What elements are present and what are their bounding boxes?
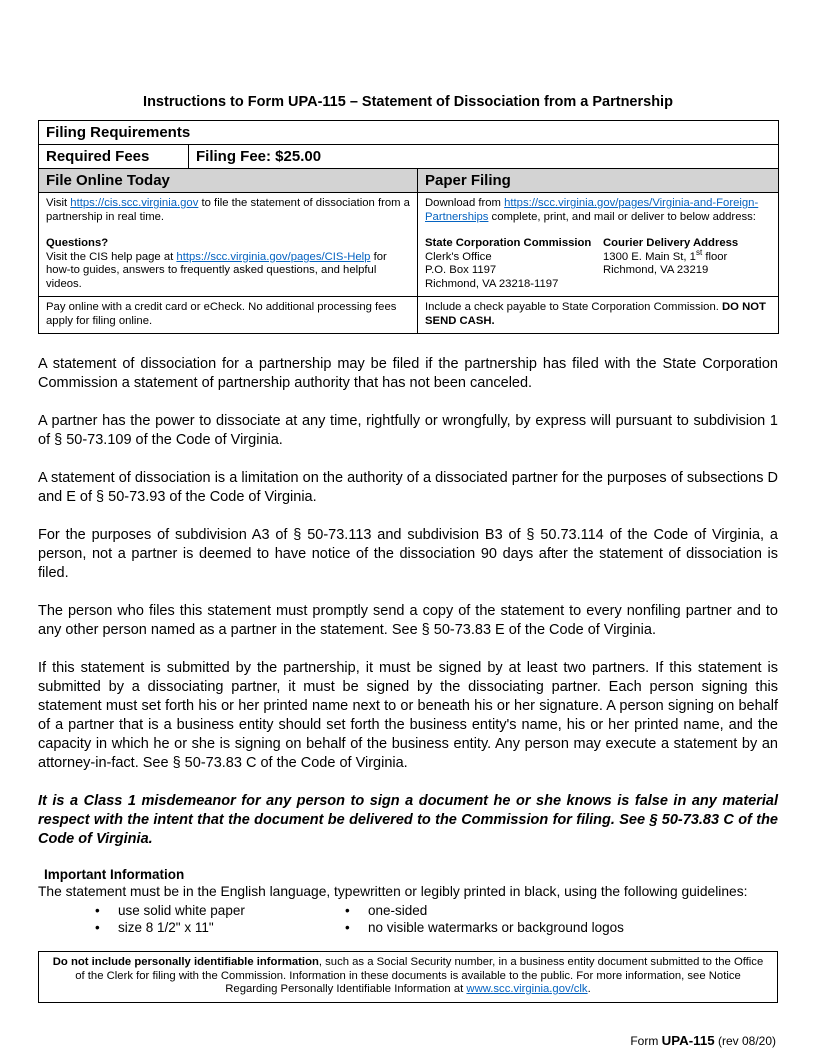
- online-visit-text: Visit: [46, 197, 71, 209]
- table-row: [39, 297, 779, 334]
- list-item: [345, 920, 675, 937]
- mailing-address: [425, 237, 603, 291]
- file-online-header: File Online Today: [39, 169, 418, 193]
- misdemeanor-warning: It is a Class 1 misdemeanor for any person to sign a document he or she knows is false in any material respect with the intent that the document be delivered to the Commission for filing. See § 50-73.83 C of the Code of Virginia.: [38, 793, 778, 847]
- form-revision: (rev 08/20): [714, 1033, 776, 1048]
- bullet-text: use solid white paper: [118, 903, 245, 918]
- guidelines-bullets: [38, 903, 778, 936]
- instruction-body: [38, 355, 778, 849]
- cis-help-link[interactable]: https://scc.virginia.gov/pages/CIS-Help: [176, 250, 371, 263]
- paragraph-notice-90-days: For the purposes of subdivision A3 of § 50-73.113 and subdivision B3 of § 50.73.114 of the Code of Virginia, a person, not a partner is deemed to have notice of the dissociation 90 days after the statement of dissociation is filed.: [38, 527, 778, 581]
- bullet-icon: •: [95, 903, 100, 918]
- form-footer: [38, 1033, 778, 1048]
- pii-notice-text: , such as a Social Security number, in a business entity document submitted to the Office of the Clerk for filing with the Commission. Information in these documents is available to the public. For more information, see Notice Regarding Personally Identifiable Information at: [75, 956, 764, 995]
- filing-fee-value: Filing Fee: $25.00: [189, 145, 779, 169]
- check-note-text: Include a check payable to State Corporation Commission.: [425, 301, 723, 313]
- blank-line: [46, 224, 410, 237]
- courier-street: 1300 E. Main St, 1: [603, 250, 696, 263]
- paragraph-send-copy: The person who files this statement must promptly send a copy of the statement to every nonfiling partner and to any other person named as a partner in the statement. See § 50-73.83 E of the Code of Virginia.: [38, 603, 778, 638]
- mailing-address-line: Clerk's Office: [425, 250, 492, 263]
- courier-address-line: Richmond, VA 23219: [603, 264, 709, 276]
- clk-link[interactable]: www.scc.virginia.gov/clk: [466, 983, 588, 995]
- partnership-forms-link[interactable]: https://scc.virginia.gov/pages/Virginia-and-Foreign-Partnerships: [425, 197, 759, 223]
- check-note-cell: [418, 297, 779, 334]
- paragraph-limitation: A statement of dissociation is a limitation on the authority of a dissociated partner for the purposes of subsections D and E of § 50-73.93 of the Code of Virginia.: [38, 470, 778, 505]
- filing-requirements-header: Filing Requirements: [39, 121, 779, 145]
- help-text: Visit the CIS help page at: [46, 250, 177, 263]
- paragraph-signing-requirements: If this statement is submitted by the partnership, it must be signed by at least two partners. If this statement is submitted by a dissociating partner, it must be signed by the dissociating partner. Each person signing this statement must set forth his or her printed name next to or beneath his or her signature. A person signing on behalf of a partner that is a business entity should set forth the business entity's name, his or her printed name, and the capacity in which he or she is signing on behalf of the business entity. Any person may execute a statement by an attorney-in-fact. See § 50-73.83 C of the Code of Virginia.: [38, 660, 778, 771]
- bullet-column-right: [345, 903, 675, 936]
- courier-address-title: Courier Delivery Address: [603, 237, 739, 249]
- paragraph-power-to-dissociate: A partner has the power to dissociate at any time, rightfully or wrongfully, by express will pursuant to subdivision 1 of § 50-73.109 of the Code of Virginia.: [38, 413, 778, 448]
- pii-bold-lead: Do not include personally identifiable information: [52, 956, 319, 968]
- list-item: [95, 903, 345, 920]
- blank-line: [425, 224, 771, 237]
- filing-requirements-table: [38, 120, 779, 334]
- table-row: [39, 121, 779, 145]
- questions-heading: Questions?: [46, 237, 109, 249]
- download-text-after: complete, print, and mail or deliver to below address:: [488, 210, 756, 223]
- online-visit-paragraph: [46, 197, 410, 224]
- list-item: [95, 920, 345, 937]
- important-information-section: [38, 867, 778, 936]
- paper-filing-cell: [418, 193, 779, 297]
- bullet-icon: •: [95, 919, 100, 935]
- bullet-icon: •: [345, 903, 350, 918]
- courier-address: [603, 237, 771, 291]
- cis-help-paragraph: [46, 251, 410, 292]
- page-title: Instructions to Form UPA-115 – Statement of Dissociation from a Partnership: [143, 94, 673, 110]
- table-row: [39, 145, 779, 169]
- no-cash-warning: DO NOT SEND CASH: [425, 301, 766, 327]
- form-label: Form: [630, 1033, 662, 1048]
- download-paragraph: [425, 197, 771, 224]
- important-information-intro: The statement must be in the English language, typewritten or legibly printed in black, using the following guidelines:: [38, 884, 748, 899]
- no-cash-period: .: [491, 314, 495, 327]
- pay-online-cell: Pay online with a credit card or eCheck. No additional processing fees apply for filing online.: [39, 297, 418, 334]
- bullet-icon: •: [345, 919, 350, 935]
- form-number: UPA-115: [661, 1032, 715, 1048]
- cis-link[interactable]: https://cis.scc.virginia.gov: [70, 197, 199, 209]
- help-text-after: for how-to guides, answers to frequently asked questions, and helpful videos.: [46, 250, 387, 290]
- bullet-column-left: [95, 903, 345, 936]
- ordinal-superscript: st: [695, 247, 703, 257]
- table-row: [39, 193, 779, 297]
- file-online-cell: [39, 193, 418, 297]
- bullet-text: no visible watermarks or background logos: [368, 919, 624, 935]
- online-visit-text-after: to file the statement of dissociation from a partnership in real time.: [46, 197, 410, 223]
- bullet-text: size 8 1/2" x 11": [118, 919, 214, 935]
- courier-address-line: [603, 247, 771, 265]
- paper-filing-header: Paper Filing: [418, 169, 779, 193]
- mailing-address-line: Richmond, VA 23218-1197: [425, 277, 559, 290]
- courier-floor: floor: [702, 250, 728, 263]
- download-text: Download from: [425, 197, 505, 209]
- list-item: [345, 903, 675, 920]
- required-fees-label: Required Fees: [39, 145, 189, 169]
- table-row: [39, 169, 779, 193]
- mailing-address-line: P.O. Box 1197: [425, 264, 497, 276]
- pii-period: .: [587, 983, 591, 995]
- address-block: [425, 237, 771, 291]
- bullet-text: one-sided: [368, 903, 428, 918]
- pii-notice-box: [38, 951, 778, 1003]
- important-information-heading: Important Information: [44, 867, 185, 882]
- mailing-address-title: State Corporation Commission: [425, 237, 592, 249]
- paragraph-authority: A statement of dissociation for a partnership may be filed if the partnership has filed with the State Corporation Commission a statement of partnership authority that has not been canceled.: [38, 356, 778, 391]
